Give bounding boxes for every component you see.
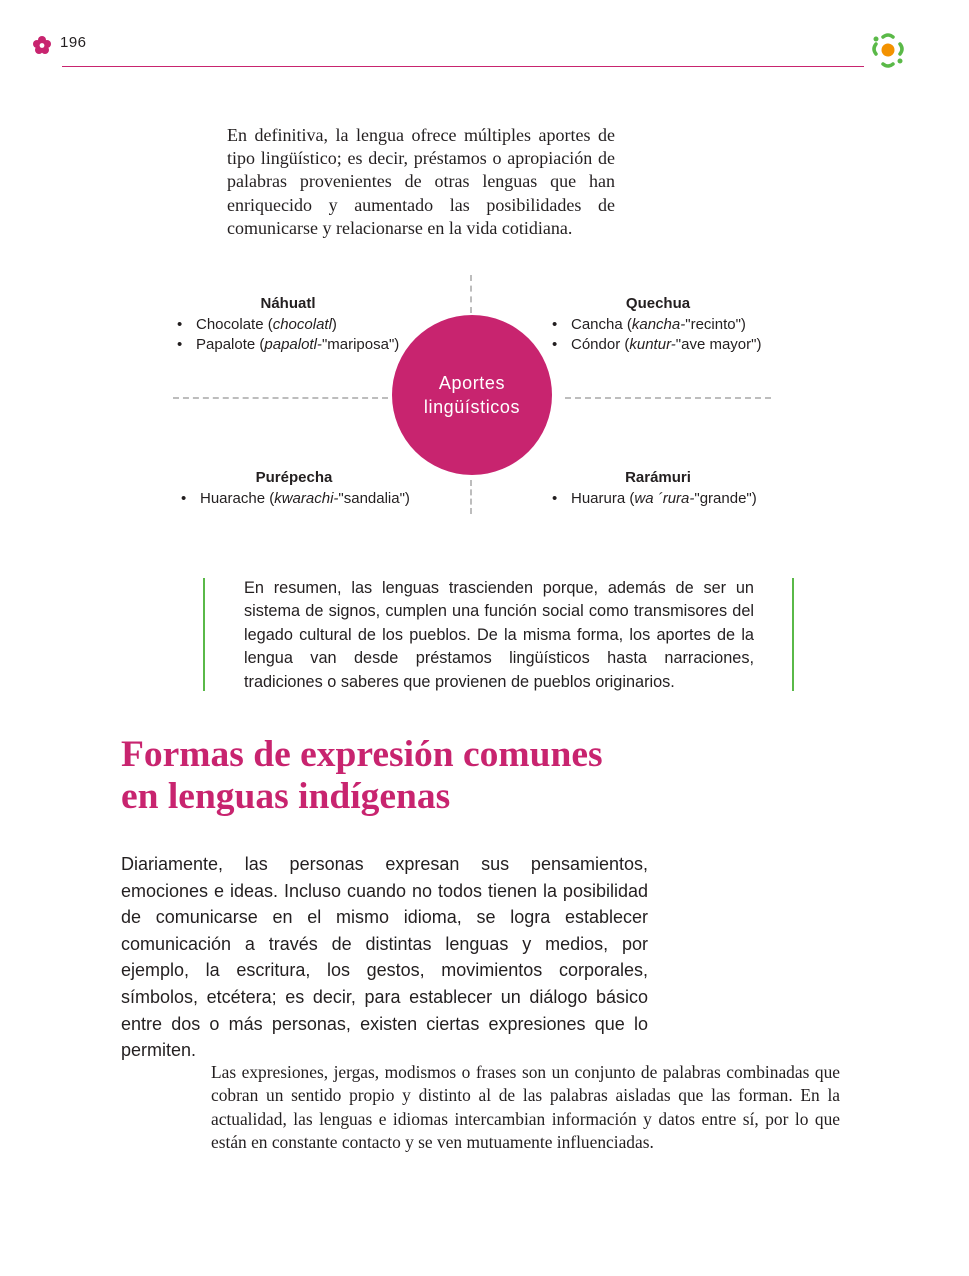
list-item: • Huarura (wa ´rura-"grande") (549, 489, 757, 509)
diagram-divider-left (173, 397, 388, 399)
section-heading-line1: Formas de expresión comunes (121, 734, 603, 775)
center-label-line2: lingüísticos (423, 397, 521, 417)
note-paragraph: Las expresiones, jergas, modismos o frases son un conjunto de palabras combinadas que cobran un sentido propio y distinto al de las palabras aisladas que las forman. En la actualidad, las lenguas e idiomas intercambian información y datos entre sí, por lo que están en constante contacto y se ven mutuamente influenciadas. (211, 1062, 840, 1153)
purepecha-list (178, 489, 410, 509)
body-paragraph: Diariamente, las personas expresan sus pensamientos, emociones e ideas. Incluso cuando no todos tienen la posibilidad de comunicarse en el mismo idioma, se logra establecer comunicación a través de distintas lenguas y medios, por ejemplo, la escritura, los gestos, movimientos corporales, símbolos, etcétera; es decir, para establecer un diálogo básico entre dos o más personas, existen ciertas expresiones que lo permiten. (121, 854, 648, 1061)
center-label-line1: Aportes (438, 373, 506, 393)
header-divider (62, 66, 864, 67)
raramuri-list (549, 489, 757, 509)
diagram-divider-top (470, 275, 472, 313)
quechua-list (549, 315, 761, 355)
intro-paragraph: En definitiva, la lengua ofrece múltiples aportes de tipo lingüístico; es decir, préstamos o apropiación de palabras provenientes de otras lenguas que han enriquecido y aumentado las posibilidades de comunicarse y relacionarse en la vida cotidiana. (227, 125, 615, 238)
list-item: • Chocolate (chocolatl) (174, 315, 399, 335)
summary-left-border (203, 578, 205, 691)
nahuatl-list (174, 315, 399, 355)
section-heading (121, 734, 741, 818)
list-item: • Cancha (kancha-"recinto") (549, 315, 761, 335)
page-number: 196 (60, 34, 87, 51)
list-item: • Huarache (kwarachi-"sandalia") (178, 489, 410, 509)
list-item: • Papalote (papalotl-"mariposa") (174, 335, 399, 355)
diagram-divider-bottom (470, 480, 472, 514)
summary-right-border (792, 578, 794, 691)
list-item: • Cóndor (kuntur-"ave mayor") (549, 335, 761, 355)
purepecha-title: Purépecha (255, 469, 333, 486)
raramuri-title: Rarámuri (625, 469, 691, 486)
quechua-title: Quechua (625, 295, 691, 312)
center-circle (392, 315, 552, 475)
summary-paragraph: En resumen, las lenguas trascienden porque, además de ser un sistema de signos, cumplen una función social como transmisores del legado cultural de los pueblos. De la misma forma, los aportes de la lengua van desde préstamos lingüísticos hasta narraciones, tradiciones o saberes que provienen de pueblos originarios. (244, 579, 754, 691)
diagram-divider-right (565, 397, 771, 399)
flower-icon (32, 35, 52, 60)
brand-logo-icon (867, 30, 909, 77)
section-heading-line2: en lenguas indígenas (121, 776, 451, 817)
nahuatl-title: Náhuatl (260, 295, 316, 312)
